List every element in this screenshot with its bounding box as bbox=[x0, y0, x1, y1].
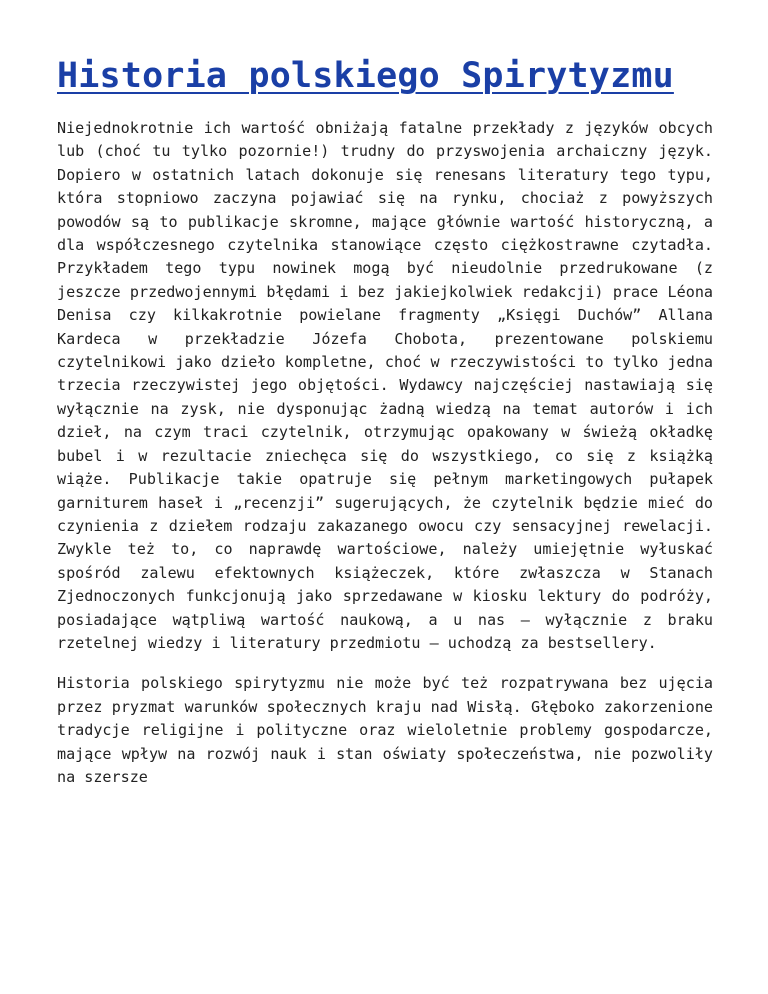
paragraph-2: Historia polskiego spirytyzmu nie może być też rozpatrywana bez ujęcia przez pryzmat warunków społecznych kraju nad Wisłą. Głęboko zakorzenione tradycje religijne i polityczne oraz wieloletnie problemy gospodarcze, mające wpływ na rozwój nauk i stan oświaty społeczeństwa, nie pozwoliły na szersze bbox=[57, 674, 713, 786]
paragraph-1: Niejednokrotnie ich wartość obniżają fatalne przekłady z języków obcych lub (choć tu tylko pozornie!) trudny do przyswojenia archaiczny język. Dopiero w ostatnich latach dokonuje się renesans literatury tego typu, która stopniowo zaczyna pojawiać się na rynku, chociaż z powyższych powodów są to publikacje skromne, mające głównie wartość historyczną, a dla współczesnego czytelnika stanowiące często ciężkostrawne czytadła. Przykładem tego typu nowinek mogą być nieudolnie przedrukowane (z jeszcze przedwojennymi błędami i bez jakiejkolwiek redakcji) prace Léona Denisa czy kilkakrotnie powielane fragmenty „Księgi Duchów” Allana Kardeca w przekładzie Józefa Chobota, prezentowane polskiemu czytelnikowi jako dzieło kompletne, choć w rzeczywistości to tylko jedna trzecia rzeczywistej jego objętości. Wydawcy najczęściej nastawiają się wyłącznie na zysk, nie dysponując żadną wiedzą na temat autorów i ich dzieł, na czym traci czytelnik, otrzymując opakowany w świeżą okładkę bubel i w rezultacie zniechęca się do wszystkiego, co się z książką wiąże. Publikacje takie opatruje się pełnym marketingowych pułapek garniturem haseł i „recenzji” sugerujących, że czytelnik będzie mieć do czynienia z dziełem rodzaju zakazanego owocu czy sensacyjnej rewelacji. Zwykle też to, co naprawdę wartościowe, należy umiejętnie wyłuskać spośród zalewu efektownych książeczek, które zwłaszcza w Stanach Zjednoczonych funkcjonują jako sprzedawane w kiosku lektury do podróży, posiadające wątpliwą wartość naukową, a u nas – wyłącznie z braku rzetelnej wiedzy i literatury przedmiotu – uchodzą za bestsellery. bbox=[57, 119, 713, 652]
document-page bbox=[57, 50, 713, 789]
page-title[interactable]: Historia polskiego Spirytyzmu bbox=[57, 56, 674, 96]
